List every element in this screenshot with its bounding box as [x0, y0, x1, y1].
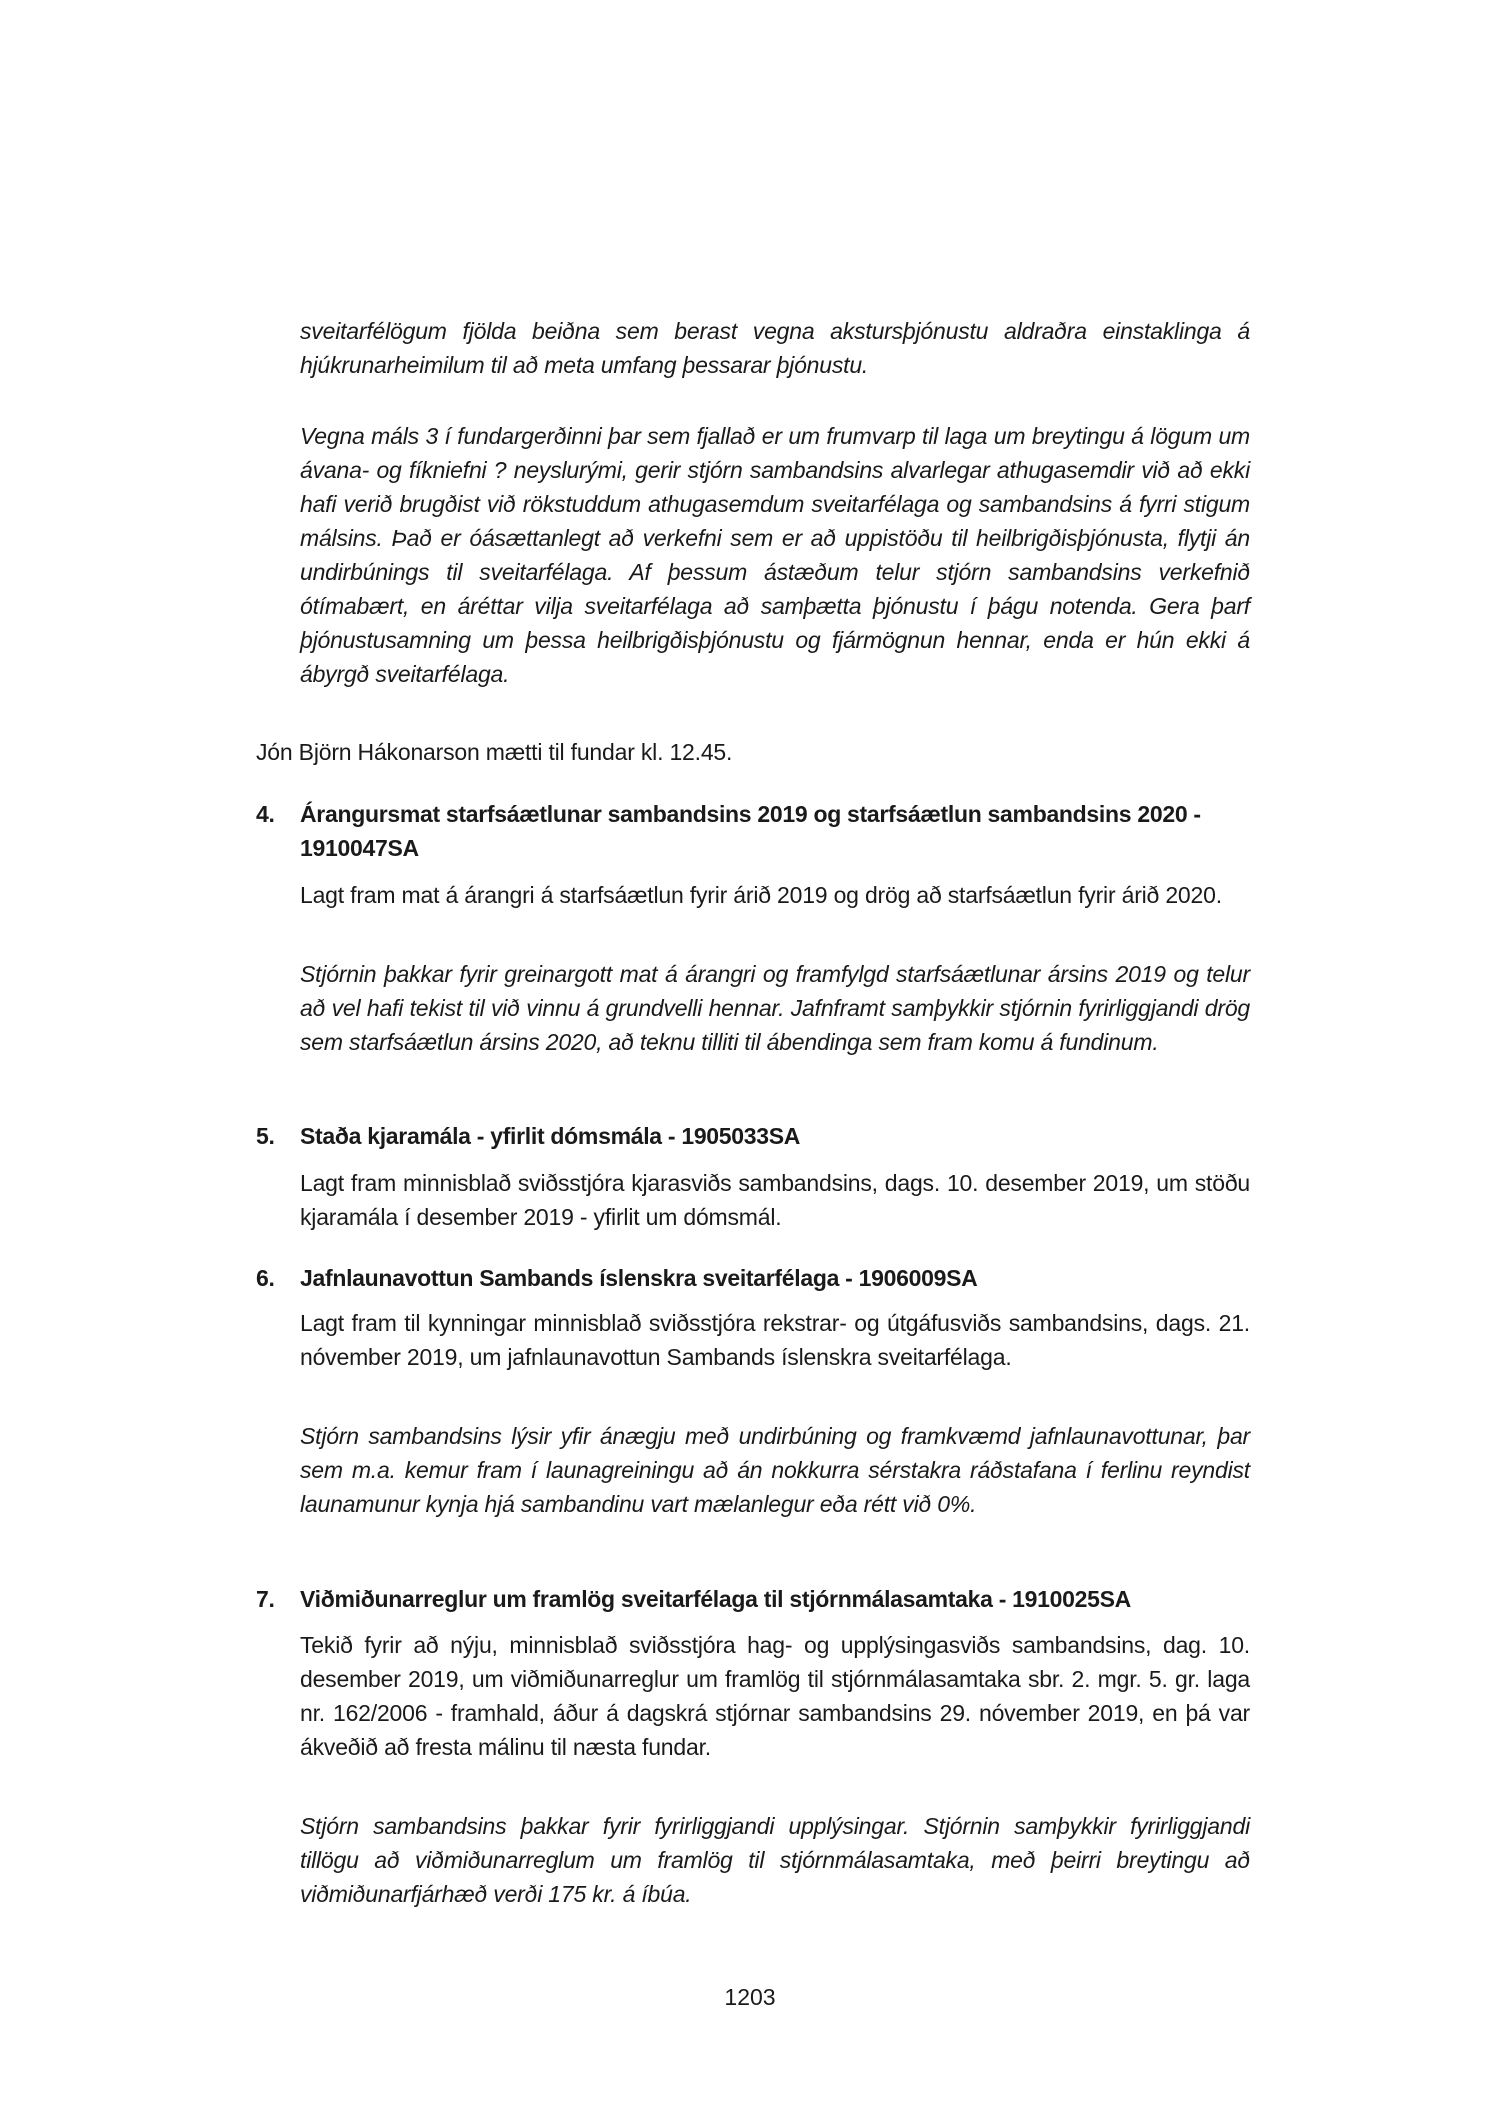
item-4-decision: Stjórnin þakkar fyrir greinargott mat á árangri og framfylgd starfsáætlunar ársins 2019 og telur að vel hafi tekist til við vinnu á grundvelli hennar. Jafnframt samþykkir stjórnin fyrirliggjandi drög sem starfsáætlun ársins 2020, að teknu tilliti til ábendinga sem fram komu á fundinum. — [300, 961, 1250, 1055]
intro-paragraph-end: sveitarfélögum fjölda beiðna sem berast vegna akstursþjónustu aldraðra einstaklinga á hjúkrunarheimilum til að meta umfang þessarar þjónustu. — [300, 318, 1250, 378]
item-number: 6. — [256, 1265, 275, 1291]
item-4-body: Lagt fram mat á árangri á starfsáætlun fyrir árið 2019 og drög að starfsáætlun fyrir árið 2020. — [300, 882, 1222, 908]
item-number: 5. — [256, 1123, 275, 1149]
item-title: Viðmiðunarreglur um framlög sveitarfélaga til stjórnmálasamtaka - 1910025SA — [300, 1586, 1131, 1612]
page-number: 1203 — [724, 1984, 776, 2010]
item-6-decision: Stjórn sambandsins lýsir yfir ánægju með undirbúning og framkvæmd jafnlaunavottunar, þar sem m.a. kemur fram í launagreiningu að án nokkurra sérstakra ráðstafana í ferlinu reyndist launamunur kynja hjá sambandinu vart mælanlegur eða rétt við 0%. — [300, 1423, 1250, 1517]
item-title: Árangursmat starfsáætlunar sambandsins 2019 og starfsáætlun sambandsins 2020 - 1910047SA — [300, 801, 1201, 861]
agenda-item-7-heading — [256, 1582, 1256, 1616]
item-title: Jafnlaunavottun Sambands íslenskra sveitarfélaga - 1906009SA — [300, 1265, 978, 1291]
item-number: 4. — [256, 801, 275, 827]
agenda-item-4-heading — [256, 797, 1256, 865]
item-number: 7. — [256, 1586, 275, 1612]
item-5-body: Lagt fram minnisblað sviðsstjóra kjarasviðs sambandsins, dags. 10. desember 2019, um stöðu kjaramála í desember 2019 - yfirlit um dómsmál. — [300, 1170, 1250, 1230]
agenda-item-6-heading — [256, 1261, 1256, 1295]
item-6-body: Lagt fram til kynningar minnisblað sviðsstjóra rekstrar- og útgáfusviðs sambandsins, dags. 21. nóvember 2019, um jafnlaunavottun Sambands íslenskra sveitarfélaga. — [300, 1310, 1250, 1370]
item-7-body: Tekið fyrir að nýju, minnisblað sviðsstjóra hag- og upplýsingasviðs sambandsins, dag. 10. desember 2019, um viðmiðunarreglur um framlög til stjórnmálasamtaka sbr. 2. mgr. 5. gr. laga nr. 162/2006 - framhald, áður á dagskrá stjórnar sambandsins 29. nóvember 2019, en þá var ákveðið að fresta málinu til næsta fundar. — [300, 1632, 1250, 1760]
agenda-item-5-heading — [256, 1119, 1256, 1153]
item-title: Staða kjaramála - yfirlit dómsmála - 1905033SA — [300, 1123, 801, 1149]
mal3-paragraph: Vegna máls 3 í fundargerðinni þar sem fjallað er um frumvarp til laga um breytingu á lögum um ávana- og fíkniefni ? neyslurými, gerir stjórn sambandsins alvarlegar athugasemdir við að ekki hafi verið brugðist við rökstuddum athugasemdum sveitarfélaga og sambandsins á fyrri stigum málsins. Það er óásættanlegt að verkefni sem er að uppistöðu til heilbrigðisþjónusta, flytji án undirbúnings til sveitarfélaga. Af þessum ástæðum telur stjórn sambandsins verkefnið ótímabært, en áréttar vilja sveitarfélaga að samþætta þjónustu í þágu notenda. Gera þarf þjónustusamning um þessa heilbrigðisþjónustu og fjármögnun hennar, enda er hún ekki á ábyrgð sveitarfélaga. — [300, 423, 1250, 687]
attendance-note: Jón Björn Hákonarson mætti til fundar kl. 12.45. — [256, 739, 733, 765]
item-7-decision: Stjórn sambandsins þakkar fyrir fyrirliggjandi upplýsingar. Stjórnin samþykkir fyrirliggjandi tillögu að viðmiðunarreglum um framlög til stjórnmálasamtaka, með þeirri breytingu að viðmiðunarfjárhæð verði 175 kr. á íbúa. — [300, 1813, 1250, 1907]
